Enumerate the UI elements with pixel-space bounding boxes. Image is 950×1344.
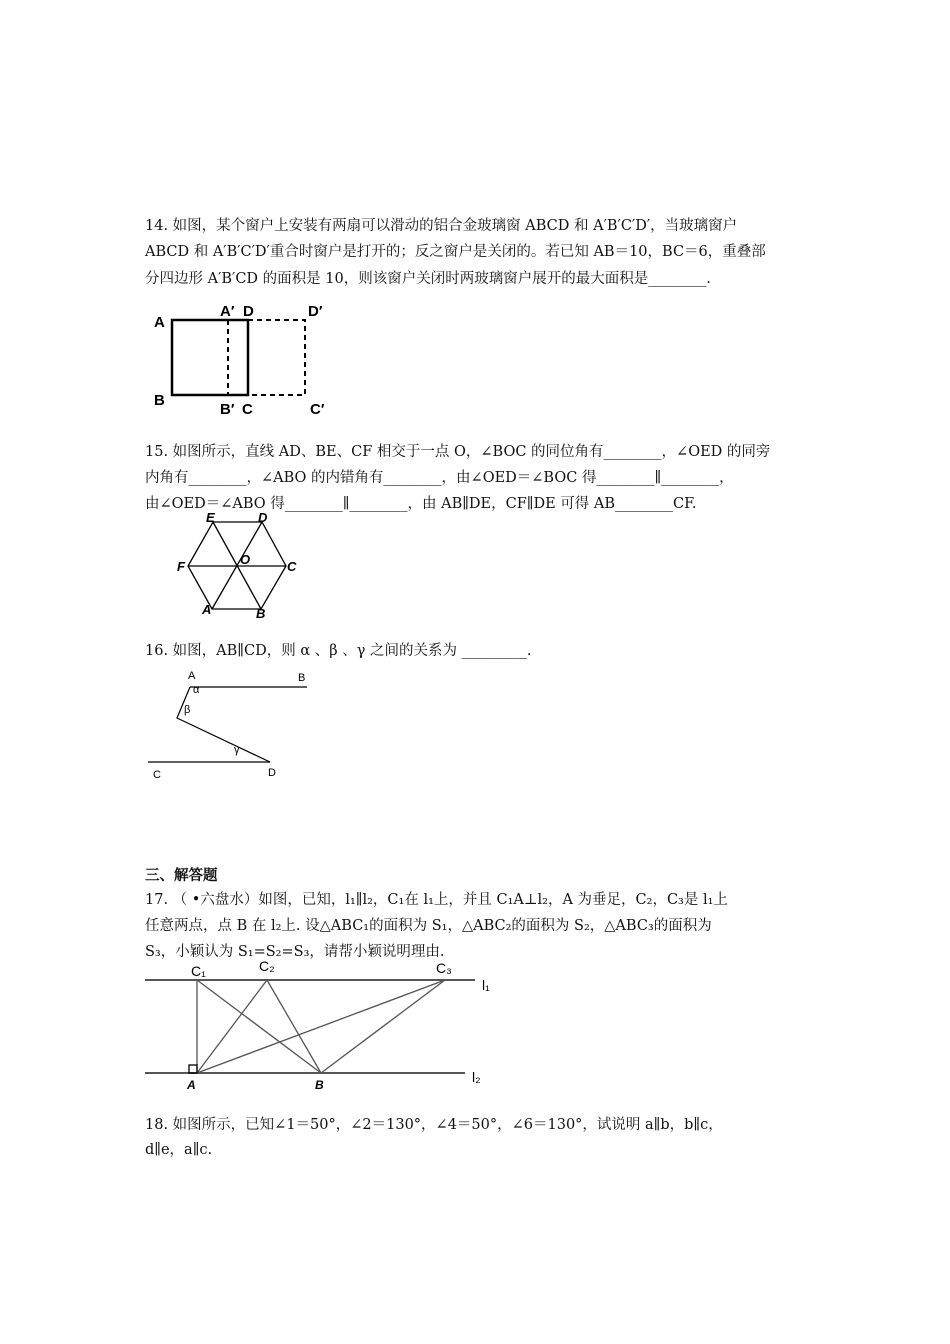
label: β [184, 704, 191, 716]
figure-q16-parallel [148, 687, 307, 762]
label: C′ [310, 401, 325, 418]
label: A [202, 602, 212, 617]
q18-line-2: d∥e，a∥c. [145, 1142, 213, 1158]
q14-line-1: 14. 如图，某个窗户上安装有两扇可以滑动的铝合金玻璃窗 ABCD 和 A′B′C′D′，当玻璃窗户 [145, 218, 738, 234]
label: α [193, 684, 200, 696]
window-abcd [172, 320, 248, 395]
label: A [187, 1078, 196, 1092]
q15-line-1: 15. 如图所示，直线 AD、BE、CF 相交于一点 O，∠BOC 的同位角有________，∠OED 的同旁 [145, 444, 771, 460]
label: D′ [308, 303, 323, 320]
label: B [256, 606, 266, 621]
label: C₃ [436, 960, 452, 976]
label: C [242, 401, 253, 418]
label: B [154, 392, 165, 409]
q17-line-3: S₃，小颖认为 S₁=S₂=S₃，请帮小颖说明理由. [145, 944, 445, 960]
section-title: 三、解答题 [145, 868, 218, 884]
q14-line-3: 分四边形 A′B′CD 的面积是 10，则该窗户关闭时两玻璃窗户展开的最大面积是________. [145, 271, 711, 287]
q17-line-2: 任意两点，点 B 在 l₂上. 设△ABC₁的面积为 S₁，△ABC₂的面积为 S₂，△ABC₃的面积为 [145, 918, 712, 934]
label: C [287, 559, 297, 574]
label: A [188, 670, 196, 682]
window-dashed [248, 320, 305, 395]
q15-line-2: 内角有________，∠ABO 的内错角有________，由∠OED＝∠BOC 得________∥________， [145, 470, 734, 486]
label: O [240, 552, 251, 567]
label: E [206, 510, 215, 525]
label: A [154, 314, 165, 331]
q18-line-1: 18. 如图所示，已知∠1＝50°，∠2＝130°，∠4＝50°，∠6＝130°，试说明 a∥b，b∥c， [145, 1117, 723, 1133]
label: l₁ [482, 977, 490, 993]
label: l₂ [472, 1069, 481, 1085]
label: A′ [220, 303, 235, 320]
label: B [315, 1078, 324, 1092]
q17-line-1: 17. （ •六盘水）如图，已知，l₁∥l₂，C₁在 l₁上，并且 C₁A⊥l₂，A 为垂足，C₂，C₃是 l₁上 [145, 892, 728, 908]
figure-q14-windows [172, 320, 305, 395]
label: D [243, 303, 254, 320]
figure-q17-triangles [145, 980, 475, 1073]
figure-q15-hexagon [188, 522, 286, 609]
q16-line-1: 16. 如图，AB∥CD，则 α 、β 、γ 之间的关系为 _________. [145, 643, 532, 659]
label: γ [234, 744, 240, 756]
q15-line-3: 由∠OED＝∠ABO 得________∥________，由 AB∥DE，CF∥DE 可得 AB________CF. [145, 496, 697, 512]
label: D [258, 510, 268, 525]
label: C₁ [191, 963, 206, 979]
label: C [153, 769, 161, 781]
label: B′ [220, 401, 235, 418]
q14-line-2: ABCD 和 A′B′C′D′重合时窗户是打开的；反之窗户是关闭的。若已知 AB＝10，BC＝6，重叠部 [145, 244, 766, 260]
label: D [268, 767, 276, 779]
label: F [177, 559, 185, 574]
label: C₂ [259, 958, 275, 974]
label: B [298, 672, 306, 684]
